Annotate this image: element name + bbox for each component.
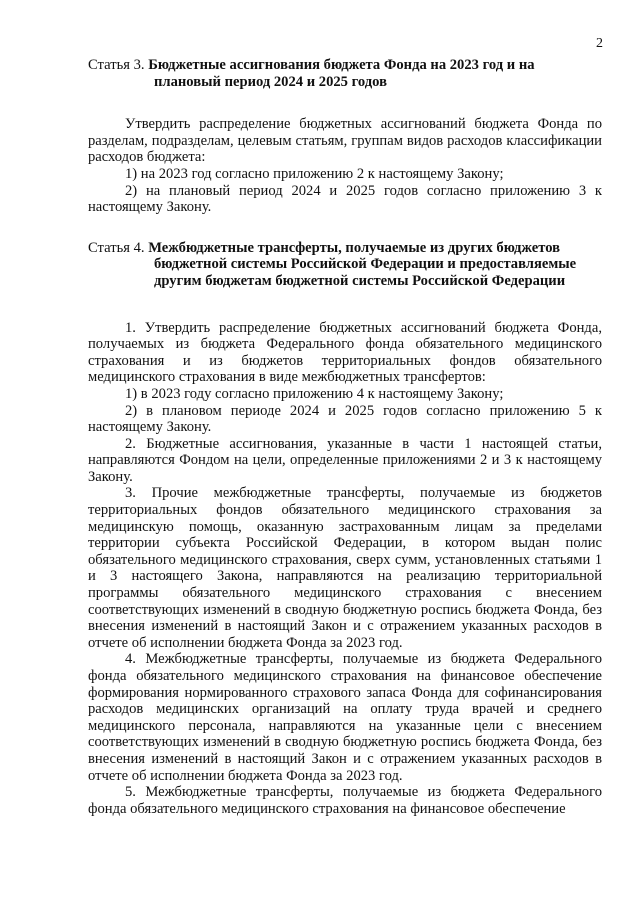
- article-number: Статья 3.: [88, 57, 145, 73]
- paragraph: 2) в плановом периоде 2024 и 2025 годов согласно приложению 5 к настоящему Закону.: [88, 402, 602, 436]
- paragraph: 2) на плановый период 2024 и 2025 годов согласно приложению 3 к настоящему Закону.: [88, 182, 602, 216]
- paragraph: 2. Бюджетные ассигнования, указанные в части 1 настоящей статьи, направляются Фондом на цели, определенные приложениями 2 и 3 к настоящему Закону.: [88, 435, 602, 485]
- page-number: 2: [596, 36, 603, 51]
- paragraph: 1) на 2023 год согласно приложению 2 к настоящему Закону;: [125, 165, 504, 182]
- article-title: Межбюджетные трансферты, получаемые из других бюджетов бюджетной системы Российской Федерации и предоставляемые другим бюджетам бюджетной системы Российской Федерации: [148, 239, 577, 289]
- article-3-heading: [88, 57, 602, 90]
- paragraph: 3. Прочие межбюджетные трансферты, получаемые из бюджетов территориальных фондов обязательного медицинского страхования за медицинскую помощь, оказанную застрахованным лицам за пределами территории субъекта Российской Федерации, в котором выдан полис обязательного медицинского страхования, сверх сумм, установленных статьями 1 и 3 настоящего Закона, направляются на реализацию территориальной программы обязательного медицинского страхования с внесением соответствующих изменений в сводную бюджетную роспись бюджета Фонда, без внесения изменений в настоящий Закон и с отражением указанных расходов в отчете об исполнении бюджета Фонда за 2023 год.: [88, 485, 602, 651]
- article-number: Статья 4.: [88, 239, 145, 256]
- article-title: Бюджетные ассигнования бюджета Фонда на 2023 год и на плановый период 2024 и 2025 годов: [148, 57, 535, 90]
- paragraph: Утвердить распределение бюджетных ассигнований бюджета Фонда по разделам, подразделам, целевым статьям, группам видов расходов классификации расходов бюджета:: [88, 116, 602, 166]
- article-4-heading: [88, 240, 602, 290]
- paragraph: 4. Межбюджетные трансферты, получаемые из бюджета Федерального фонда обязательного медицинского страхования на финансовое обеспечение формирования нормированного страхового запаса Фонда для софинансирования расходов медицинских организаций на оплату труда врачей и среднего медицинского персонала, направляются на указанные цели с внесением соответствующих изменений в сводную бюджетную роспись бюджета Фонда, без внесения изменений в настоящий Закон и с отражением указанных расходов в отчете об исполнении бюджета Фонда за 2023 год.: [88, 651, 602, 784]
- paragraph: 5. Межбюджетные трансферты, получаемые из бюджета Федерального фонда обязательного медицинского страхования на финансовое обеспечение: [88, 784, 602, 817]
- document-body: [88, 57, 602, 817]
- paragraph: 1. Утвердить распределение бюджетных ассигнований бюджета Фонда, получаемых из бюджета Федерального фонда обязательного медицинского страхования и из бюджетов территориальных фондов обязательного медицинского страхования в виде межбюджетных трансфертов:: [88, 319, 602, 386]
- paragraph: 1) в 2023 году согласно приложению 4 к настоящему Закону;: [125, 385, 504, 402]
